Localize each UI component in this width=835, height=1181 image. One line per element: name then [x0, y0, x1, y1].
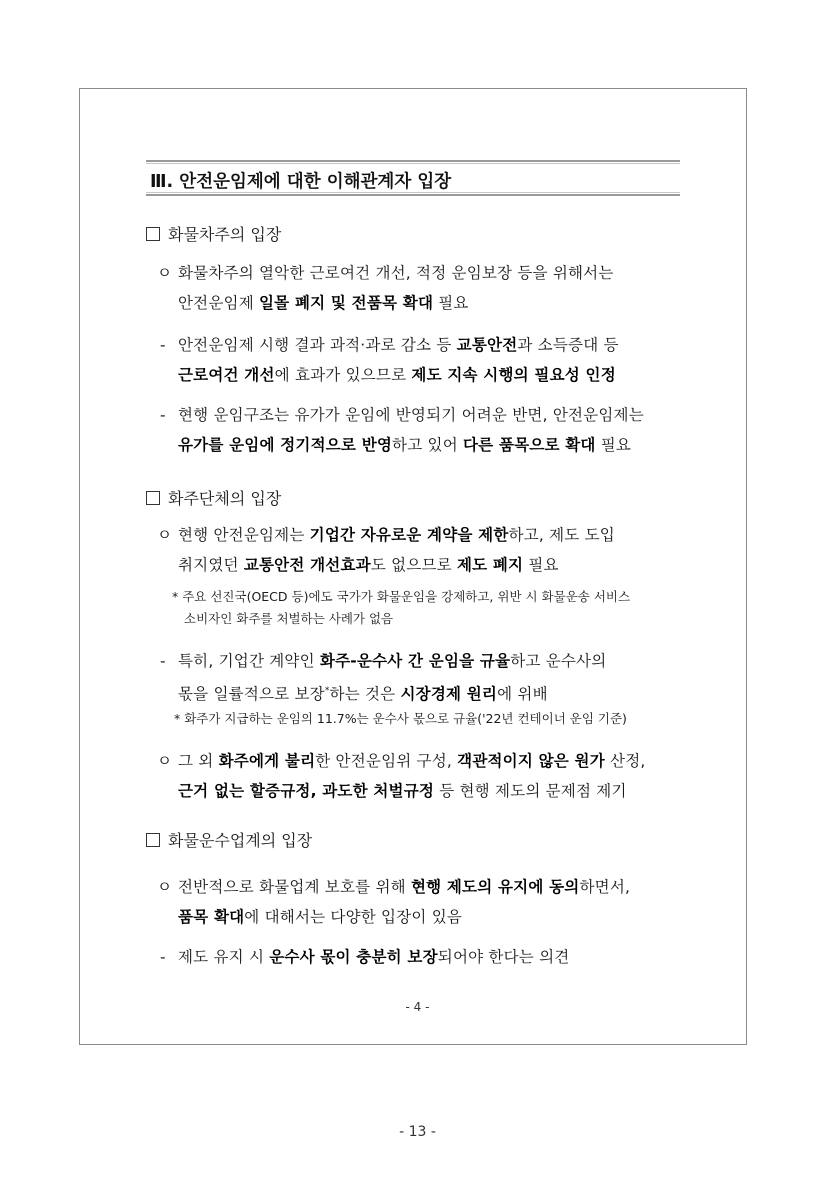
- paragraph-line: 화물차주의 열악한 근로여건 개선, 적정 운임보장 등을 위해서는: [178, 264, 614, 282]
- paragraph: [178, 942, 569, 972]
- text-run: 현행 안전운임제는: [178, 526, 310, 544]
- bullet-dash: -: [160, 336, 166, 354]
- text-run: 안전운임제: [178, 294, 259, 312]
- emphasis-text: 교통안전 개선효과: [243, 556, 371, 574]
- text-run: 에 효과가 있으므로: [274, 366, 412, 384]
- emphasis-text: 품목 확대: [178, 908, 245, 926]
- bullet-circle: ㅇ: [157, 264, 172, 282]
- emphasis-text: 다른 품목으로 확대: [463, 436, 596, 454]
- emphasis-text: 일몰 폐지 및 전품목 확대: [259, 294, 434, 312]
- checkbox-square-icon: [146, 227, 160, 241]
- emphasis-text: 교통안전: [456, 336, 518, 354]
- text-run: 그 외: [178, 752, 219, 770]
- paragraph-line: [178, 646, 606, 676]
- emphasis-text: 근로여건 개선: [178, 366, 275, 384]
- subsection-shipper-owner: [146, 222, 281, 245]
- text-run: 과 소득증대 등: [517, 336, 619, 354]
- subsection-title: 화주단체의 입장: [168, 489, 282, 508]
- emphasis-text: 제도 지속 시행의 필요성 인정: [411, 366, 616, 384]
- bullet-circle: ㅇ: [157, 752, 172, 770]
- checkbox-square-icon: [146, 833, 160, 847]
- paragraph-line: [178, 430, 644, 460]
- footnote-line: * 주요 선진국(OECD 등)에도 국가가 화물운임을 강제하고, 위반 시 화물운송 서비스: [172, 589, 631, 604]
- paragraph: [178, 872, 630, 932]
- emphasis-text: 유가를 운임에 정기적으로 반영: [178, 436, 393, 454]
- paragraph-line: [178, 330, 619, 360]
- emphasis-text: 화주에게 불리: [218, 752, 316, 770]
- paragraph-line: [178, 776, 646, 806]
- section-heading: Ⅲ. 안전운임제에 대한 이해관계자 입장: [150, 172, 452, 192]
- text-run: 에 위배: [497, 685, 548, 704]
- paragraph: [178, 520, 615, 580]
- outer-page-number: - 13 -: [399, 1124, 436, 1140]
- checkbox-square-icon: [146, 491, 160, 505]
- paragraph-line: [178, 360, 619, 390]
- bullet-dash: -: [160, 652, 166, 670]
- paragraph-line: [178, 550, 615, 580]
- subsection-transport-industry: [146, 828, 312, 851]
- footnote-marker: *: [324, 686, 330, 696]
- section-heading-bar: [146, 160, 680, 196]
- text-run: 취지였던: [178, 556, 244, 574]
- text-run: 필요: [523, 556, 559, 574]
- paragraph: [178, 258, 614, 318]
- paragraph-line: [178, 288, 614, 318]
- text-run: 안전운임제 시행 결과 과적·과로 감소 등: [178, 336, 457, 354]
- text-run: 도 없으므로: [370, 556, 457, 574]
- paragraph: [178, 646, 606, 709]
- text-run: 몫을 일률적으로 보장: [178, 685, 325, 704]
- text-run: 특히, 기업간 계약인: [178, 652, 320, 670]
- bullet-circle: ㅇ: [157, 526, 172, 544]
- text-run: 한 안전운임위 구성,: [315, 752, 458, 770]
- inner-page-number: - 4 -: [405, 1000, 430, 1014]
- text-run: 하고 있어: [392, 436, 463, 454]
- text-run: 전반적으로 화물업계 보호를 위해: [178, 878, 411, 896]
- paragraph: [178, 330, 619, 390]
- emphasis-text: 운수사 몫이 충분히 보장: [269, 948, 438, 966]
- text-run: 하는 것은: [329, 685, 401, 704]
- footnote-line: 소비자인 화주를 처벌하는 사례가 없음: [184, 611, 394, 626]
- subsection-title: 화물운수업계의 입장: [168, 831, 313, 850]
- bullet-dash: -: [160, 406, 166, 424]
- text-run: 등 현행 제도의 문제점 제기: [434, 782, 627, 800]
- paragraph-line: [178, 872, 630, 902]
- heading-rule-top: [146, 160, 680, 164]
- emphasis-text: 제도 폐지: [456, 556, 524, 574]
- emphasis-text: 현행 제도의 유지에 동의: [410, 878, 580, 896]
- text-run: 산정,: [604, 752, 646, 770]
- paragraph-line: [178, 902, 630, 932]
- heading-rule-bottom: [146, 192, 680, 196]
- paragraph: [178, 400, 644, 460]
- paragraph-line: [178, 746, 646, 776]
- emphasis-text: 근거 없는 할증규정, 과도한 처벌규정: [178, 782, 435, 800]
- bullet-dash: -: [160, 948, 166, 966]
- text-run: 하면서,: [579, 878, 631, 896]
- footnote: [172, 586, 630, 630]
- subsection-title: 화물차주의 입장: [168, 225, 282, 244]
- subsection-shipper-groups: [146, 486, 281, 509]
- footnote: * 화주가 지급하는 운임의 11.7%는 운수사 몫으로 규율('22년 컨테이너 운임 기준): [174, 711, 627, 726]
- text-run: 제도 유지 시: [178, 948, 270, 966]
- text-run: 되어야 한다는 의견: [437, 948, 570, 966]
- paragraph-line: [178, 676, 606, 709]
- bullet-circle: ㅇ: [157, 878, 172, 896]
- text-run: 하고 운수사의: [510, 652, 607, 670]
- emphasis-text: 객관적이지 않은 원가: [457, 752, 605, 770]
- text-run: 에 대해서는 다양한 입장이 있음: [244, 908, 463, 926]
- paragraph: [178, 746, 646, 806]
- text-run: 필요: [433, 294, 469, 312]
- text-run: 필요: [595, 436, 632, 454]
- paragraph-line: [178, 520, 615, 550]
- emphasis-text: 시장경제 원리: [400, 685, 498, 704]
- paragraph-line: 현행 운임구조는 유가가 운임에 반영되기 어려운 반면, 안전운임제는: [178, 406, 644, 424]
- text-run: 하고, 제도 도입: [508, 526, 615, 544]
- paragraph-line: [178, 942, 569, 972]
- emphasis-text: 화주-운수사 간 운임을 규율: [319, 652, 511, 670]
- emphasis-text: 기업간 자유로운 계약을 제한: [309, 526, 509, 544]
